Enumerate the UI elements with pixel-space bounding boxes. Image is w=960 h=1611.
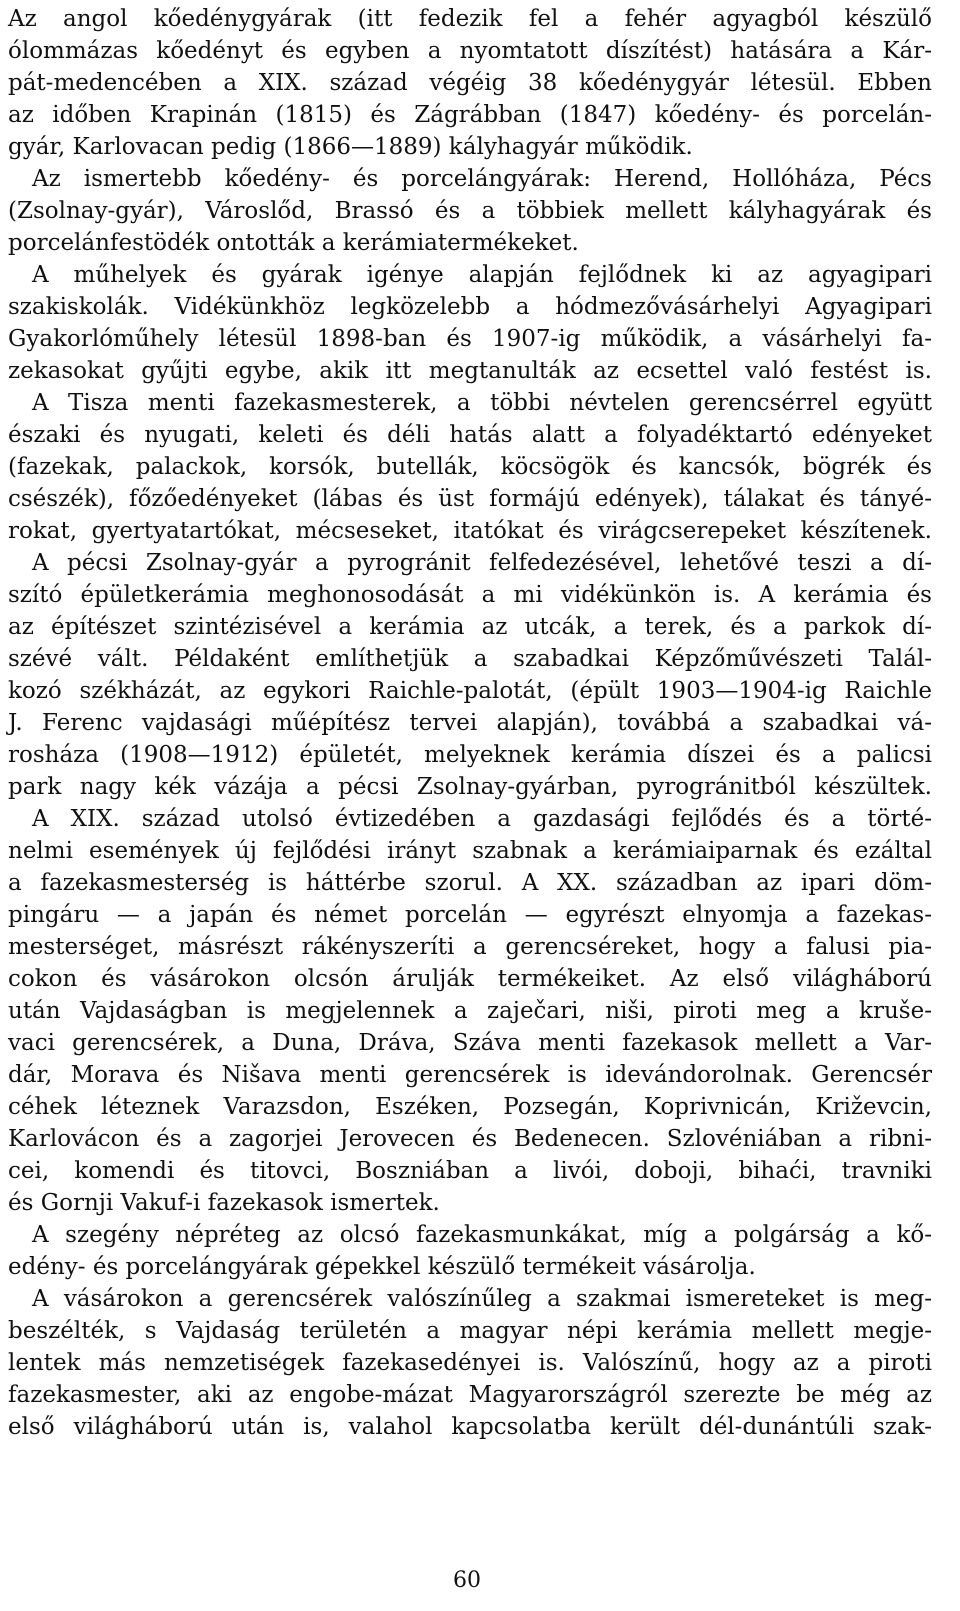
text-line: Karlovácon és a zagorjei Jerovecen és Bedenecen. Szlovéniában a ribni- xyxy=(8,1126,932,1152)
text-line: az építészet szintézisével a kerámia az utcák, a terek, és a parkok dí- xyxy=(8,614,932,640)
text-line: rokat, gyertyatartókat, mécseseket, itatókat és virágcserepeket készítenek. xyxy=(8,518,932,544)
text-line: Az angol kőedénygyárak (itt fedezik fel a fehér agyagból készülő xyxy=(8,6,932,32)
body-text xyxy=(8,3,932,1443)
text-line: vaci gerencsérek, a Duna, Dráva, Száva menti fazekasok mellett a Var- xyxy=(8,1030,932,1056)
text-line: A műhelyek és gyárak igénye alapján fejlődnek ki az agyagipari xyxy=(32,262,932,288)
text-line: cei, komendi és titovci, Boszniában a livói, doboji, bihaći, travniki xyxy=(8,1158,932,1184)
text-line: A XIX. század utolsó évtizedében a gazdasági fejlődés és a törté- xyxy=(32,806,932,832)
text-line: Gyakorlóműhely létesül 1898-ban és 1907-ig működik, a vásárhelyi fa- xyxy=(8,326,932,352)
text-line: (Zsolnay-gyár), Városlőd, Brassó és a többiek mellett kályhagyárak és xyxy=(8,198,932,224)
text-line: északi és nyugati, keleti és déli hatás alatt a folyadéktartó edényeket xyxy=(8,422,932,448)
text-line: ólommázas kőedényt és egyben a nyomtatott díszítést) hatására a Kár- xyxy=(8,38,932,64)
text-line: lentek más nemzetiségek fazekasedényei is. Valószínű, hogy az a piroti xyxy=(8,1350,932,1376)
text-line: porcelánfestödék ontották a kerámiatermékeket. xyxy=(8,230,579,256)
text-line: pát-medencében a XIX. század végéig 38 kőedénygyár létesül. Ebben xyxy=(8,70,932,96)
text-line: szakiskolák. Vidékünkhöz legközelebb a hódmezővásárhelyi Agyagipari xyxy=(8,294,932,320)
text-line: mesterséget, másrészt rákényszeríti a gerencséreket, hogy a falusi pia- xyxy=(8,934,932,960)
text-line: gyár, Karlovacan pedig (1866—1889) kályhagyár működik. xyxy=(8,134,693,160)
text-line: cokon és vásárokon olcsón árulják termékeiket. Az első világháború xyxy=(8,966,932,992)
text-line: dár, Morava és Nišava menti gerencsérek is idevándorolnak. Gerencsér xyxy=(8,1062,932,1088)
text-line: szévé vált. Példaként említhetjük a szabadkai Képzőművészeti Talál- xyxy=(8,646,932,672)
text-line: első világháború után is, valahol kapcsolatba került dél-dunántúli szak- xyxy=(8,1414,932,1440)
text-line: edény- és porcelángyárak gépekkel készülő termékeit vásárolja. xyxy=(8,1254,756,1280)
text-line: A pécsi Zsolnay-gyár a pyrogránit felfedezésével, lehetővé teszi a dí- xyxy=(32,550,932,576)
text-line: csészék), főzőedényeket (lábas és üst formájú edények), tálakat és tányé- xyxy=(8,486,932,512)
text-line: nelmi események új fejlődési irányt szabnak a kerámiaiparnak és ezáltal xyxy=(8,838,932,864)
text-line: A vásárokon a gerencsérek valószínűleg a szakmai ismereteket is meg- xyxy=(32,1286,932,1312)
text-line: (fazekak, palackok, korsók, butellák, köcsögök és kancsók, bögrék és xyxy=(8,454,932,480)
text-line: A Tisza menti fazekasmesterek, a többi névtelen gerencsérrel együtt xyxy=(32,390,932,416)
text-line: a fazekasmesterség is háttérbe szorul. A XX. században az ipari döm- xyxy=(8,870,932,896)
text-line: fazekasmester, aki az engobe-mázat Magyarországról szerezte be még az xyxy=(8,1382,932,1408)
text-line: kozó székházát, az egykori Raichle-palotát, (épült 1903—1904-ig Raichle xyxy=(8,678,932,704)
text-line: szító épületkerámia meghonosodását a mi vidékünkön is. A kerámia és xyxy=(8,582,932,608)
page-number: 60 xyxy=(453,1568,481,1593)
text-line: zekasokat gyűjti egybe, akik itt megtanulták az ecsettel való festést is. xyxy=(8,358,932,384)
text-line: J. Ferenc vajdasági műépítész tervei alapján), továbbá a szabadkai vá- xyxy=(8,710,932,736)
text-line: céhek léteznek Varazsdon, Eszéken, Pozsegán, Koprivnicán, Križevcin, xyxy=(8,1094,932,1120)
text-line: az időben Krapinán (1815) és Zágrábban (1847) kőedény- és porcelán- xyxy=(8,102,932,128)
text-line: Az ismertebb kőedény- és porcelángyárak: Herend, Hollóháza, Pécs xyxy=(32,166,932,192)
text-line: és Gornji Vakuf-i fazekasok ismertek. xyxy=(8,1190,440,1216)
text-line: rosháza (1908—1912) épületét, melyeknek kerámia díszei és a palicsi xyxy=(8,742,932,768)
text-line: park nagy kék vázája a pécsi Zsolnay-gyárban, pyrogránitból készültek. xyxy=(8,774,932,800)
text-line: A szegény népréteg az olcsó fazekasmunkákat, míg a polgárság a kő- xyxy=(32,1222,932,1248)
text-line: pingáru — a japán és német porcelán — egyrészt elnyomja a fazekas- xyxy=(8,902,932,928)
text-line: beszélték, s Vajdaság területén a magyar népi kerámia mellett megje- xyxy=(8,1318,932,1344)
text-line: után Vajdaságban is megjelennek a zaječari, niši, piroti meg a kruše- xyxy=(8,998,932,1024)
